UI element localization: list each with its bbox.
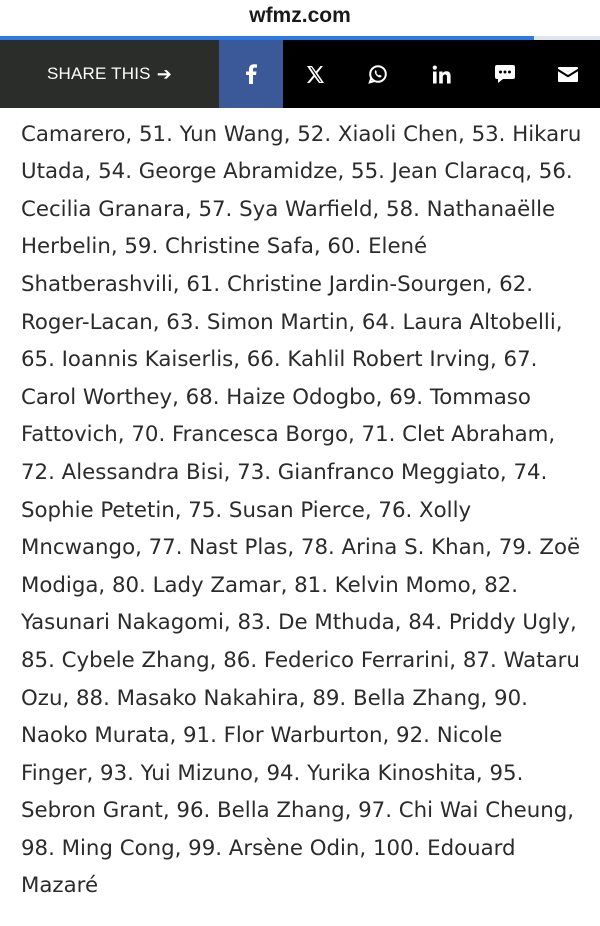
email-share-button[interactable] bbox=[537, 40, 600, 108]
article-line: Shatberashvili, 61. Christine Jardin-Sourgen, 62. bbox=[21, 271, 534, 297]
article-line: Sophie Petetin, 75. Susan Pierce, 76. Xolly bbox=[21, 497, 472, 523]
article-line: Yasunari Nakagomi, 83. De Mthuda, 84. Priddy Ugly, bbox=[21, 610, 577, 636]
share-this-label bbox=[0, 40, 219, 108]
article-line: Carol Worthey, 68. Haize Odogbo, 69. Tommaso bbox=[21, 384, 531, 410]
browser-url-bar[interactable] bbox=[0, 0, 600, 36]
email-icon bbox=[557, 66, 579, 83]
article-line: Mazaré bbox=[21, 873, 99, 899]
article-line: Sebron Grant, 96. Bella Zhang, 97. Chi Wai Cheung, bbox=[21, 798, 575, 824]
article-line: 65. Ioannis Kaiserlis, 66. Kahlil Robert Irving, 67. bbox=[21, 347, 538, 373]
article-line: Herbelin, 59. Christine Safa, 60. Elené bbox=[21, 234, 428, 260]
article-line: Cecilia Granara, 57. Sya Warfield, 58. Nathanaëlle bbox=[21, 196, 556, 222]
x-share-button[interactable] bbox=[283, 40, 346, 108]
article-line: Modiga, 80. Lady Zamar, 81. Kelvin Momo, 82. bbox=[21, 572, 519, 598]
sms-icon bbox=[494, 64, 516, 84]
facebook-icon bbox=[245, 64, 257, 84]
x-icon bbox=[306, 66, 324, 83]
linkedin-share-button[interactable] bbox=[410, 40, 473, 108]
article-body bbox=[21, 78, 581, 905]
article-line: 72. Alessandra Bisi, 73. Gianfranco Meggiato, 74. bbox=[21, 459, 548, 485]
article-line: 85. Cybele Zhang, 86. Federico Ferrarini, 87. Wataru bbox=[21, 647, 580, 673]
whatsapp-share-button[interactable] bbox=[346, 40, 409, 108]
article-line: Camarero, 51. Yun Wang, 52. Xiaoli Chen, 53. Hikaru bbox=[21, 121, 582, 147]
article-line: Finger, 93. Yui Mizuno, 94. Yurika Kinoshita, 95. bbox=[21, 760, 524, 786]
arrow-right-icon: ➔ bbox=[156, 63, 172, 84]
url-text: wfmz.com bbox=[249, 4, 351, 27]
share-bar bbox=[0, 40, 600, 108]
article-line: Ozu, 88. Masako Nakahira, 89. Bella Zhang, 90. bbox=[21, 685, 528, 711]
article-line: Utada, 54. George Abramidze, 55. Jean Claracq, 56. bbox=[21, 159, 573, 185]
share-label-text: SHARE THIS bbox=[46, 64, 151, 83]
article-line: Naoko Murata, 91. Flor Warburton, 92. Nicole bbox=[21, 723, 503, 749]
sms-share-button[interactable] bbox=[473, 40, 536, 108]
article-line: Fattovich, 70. Francesca Borgo, 71. Clet Abraham, bbox=[21, 422, 556, 448]
facebook-share-button[interactable] bbox=[219, 40, 283, 108]
article-line: Mncwango, 77. Nast Plas, 78. Arina S. Khan, 79. Zoë bbox=[21, 535, 581, 561]
article-line: Roger-Lacan, 63. Simon Martin, 64. Laura Altobelli, bbox=[21, 309, 563, 335]
article-line: 98. Ming Cong, 99. Arsène Odin, 100. Edouard bbox=[21, 835, 516, 861]
article-paragraph bbox=[21, 78, 581, 905]
whatsapp-icon bbox=[368, 64, 388, 84]
linkedin-icon bbox=[432, 65, 452, 84]
